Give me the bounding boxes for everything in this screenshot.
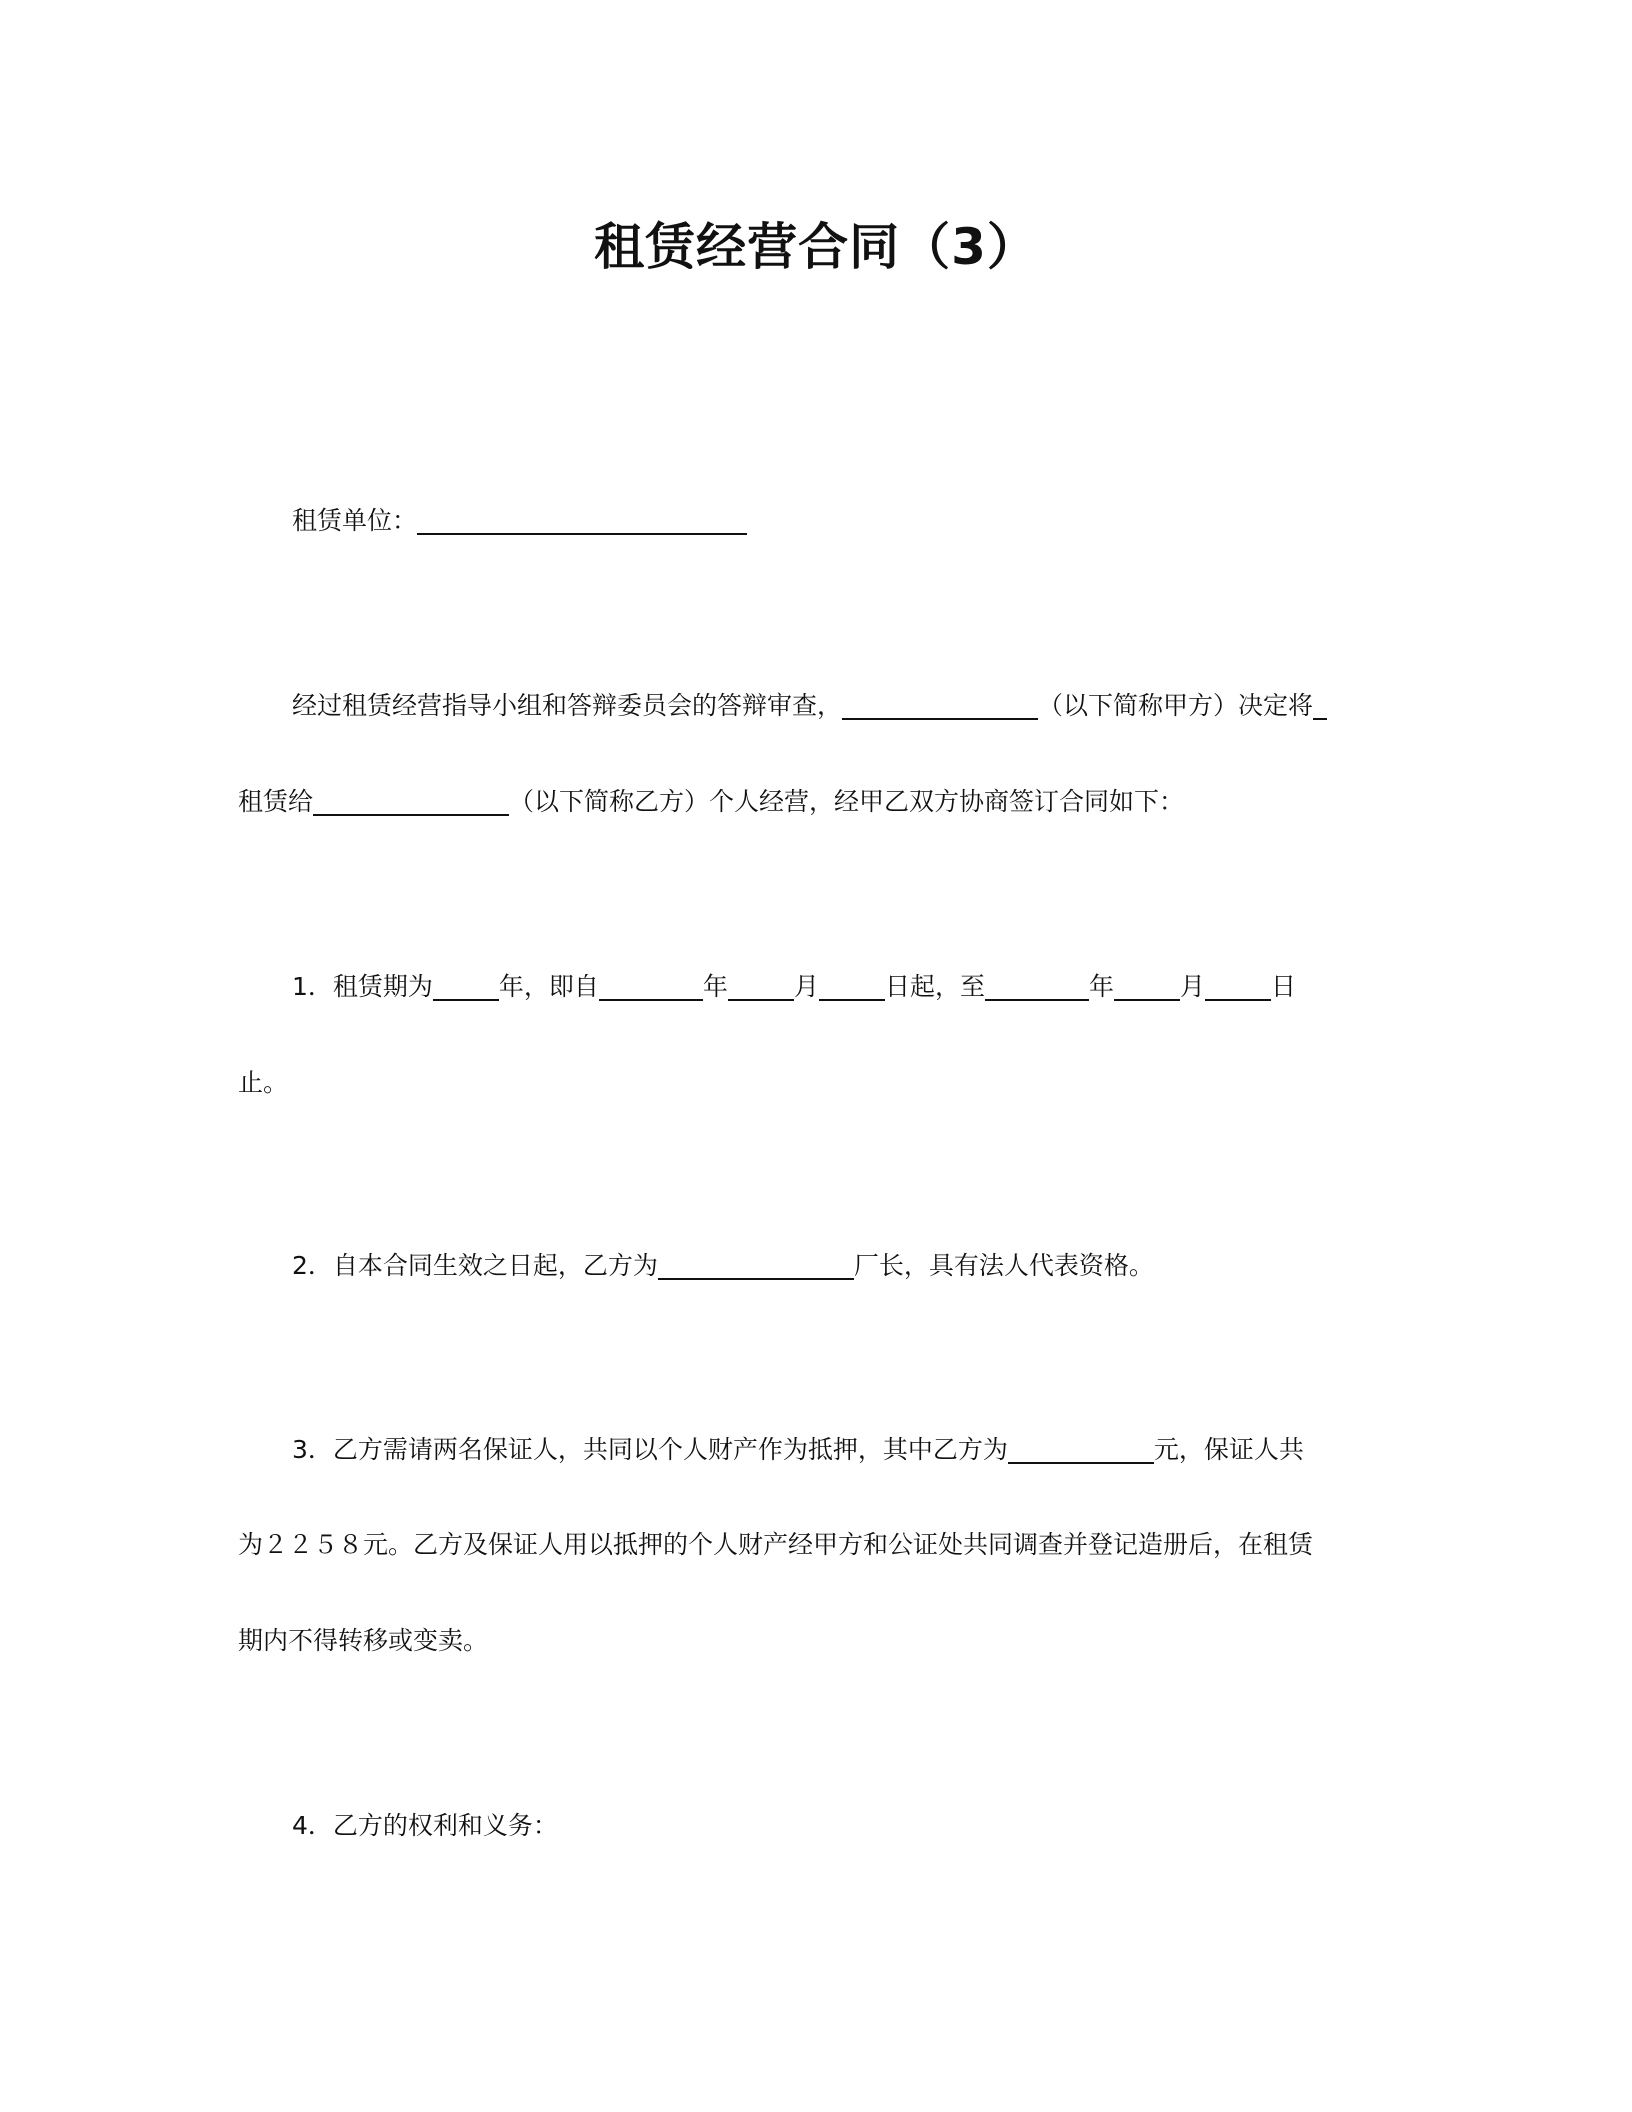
lease-object-blank[interactable] [1313,690,1327,720]
intro-text-1a: 经过租赁经营指导小组和答辩委员会的答辩审查， [292,691,843,720]
clause-1-text-c: 年 [702,972,728,1001]
intro-text-2b: （以下简称乙方）个人经营，经甲乙双方协商签订合同如下： [509,787,1185,816]
clause-1-text-i: 止。 [238,1068,289,1097]
start-month-blank[interactable] [728,971,794,1001]
clause-3-text-c: 为２２５８元。乙方及保证人用以抵押的个人财产经甲方和公证处共同调查并登记造册后，在租赁 [238,1530,1314,1559]
mortgage-amount-blank[interactable] [1008,1434,1154,1464]
clause-4-line [292,1808,558,1844]
clause-2-text-a: 2．自本合同生效之日起，乙方为 [292,1251,658,1280]
document-title: 租赁经营合同（3） [594,218,1038,276]
clause-1-line-2 [238,1065,288,1101]
clause-1-text-g: 月 [1179,972,1205,1001]
lessor-line [292,503,747,539]
clause-4-text-a: 4．乙方的权利和义务： [292,1811,558,1840]
clause-1-text-a: 1．租赁期为 [292,972,433,1001]
clause-3-text-b: 元，保证人共 [1153,1435,1304,1464]
director-blank[interactable] [658,1250,854,1280]
clause-1-text-b: 年，即自 [498,972,599,1001]
start-day-blank[interactable] [819,971,885,1001]
clause-3-text-d: 期内不得转移或变卖。 [238,1626,489,1655]
clause-3-line-3 [238,1623,488,1659]
end-day-blank[interactable] [1205,971,1271,1001]
lease-years-blank[interactable] [433,971,499,1001]
lessor-blank[interactable] [417,505,747,535]
end-year-blank[interactable] [985,971,1089,1001]
intro-line-1 [292,688,1327,724]
clause-3-text-a: 3．乙方需请两名保证人，共同以个人财产作为抵押，其中乙方为 [292,1435,1008,1464]
lessor-label: 租赁单位： [292,506,418,535]
intro-text-1b: （以下简称甲方）决定将 [1038,691,1314,720]
end-month-blank[interactable] [1114,971,1180,1001]
clause-3-line-2 [238,1527,1313,1563]
clause-2-text-b: 厂长，具有法人代表资格。 [853,1251,1154,1280]
clause-1-text-f: 年 [1088,972,1114,1001]
clause-1-text-e: 日起，至 [884,972,985,1001]
intro-line-2 [238,784,1184,820]
clause-3-line-1 [292,1432,1304,1468]
party-b-blank[interactable] [313,786,509,816]
clause-1-text-h: 日 [1271,972,1297,1001]
party-a-blank[interactable] [842,690,1038,720]
clause-1-text-d: 月 [793,972,819,1001]
intro-text-2a: 租赁给 [238,787,314,816]
clause-1-line-1 [292,969,1296,1005]
start-year-blank[interactable] [599,971,703,1001]
clause-2-line [292,1248,1154,1284]
